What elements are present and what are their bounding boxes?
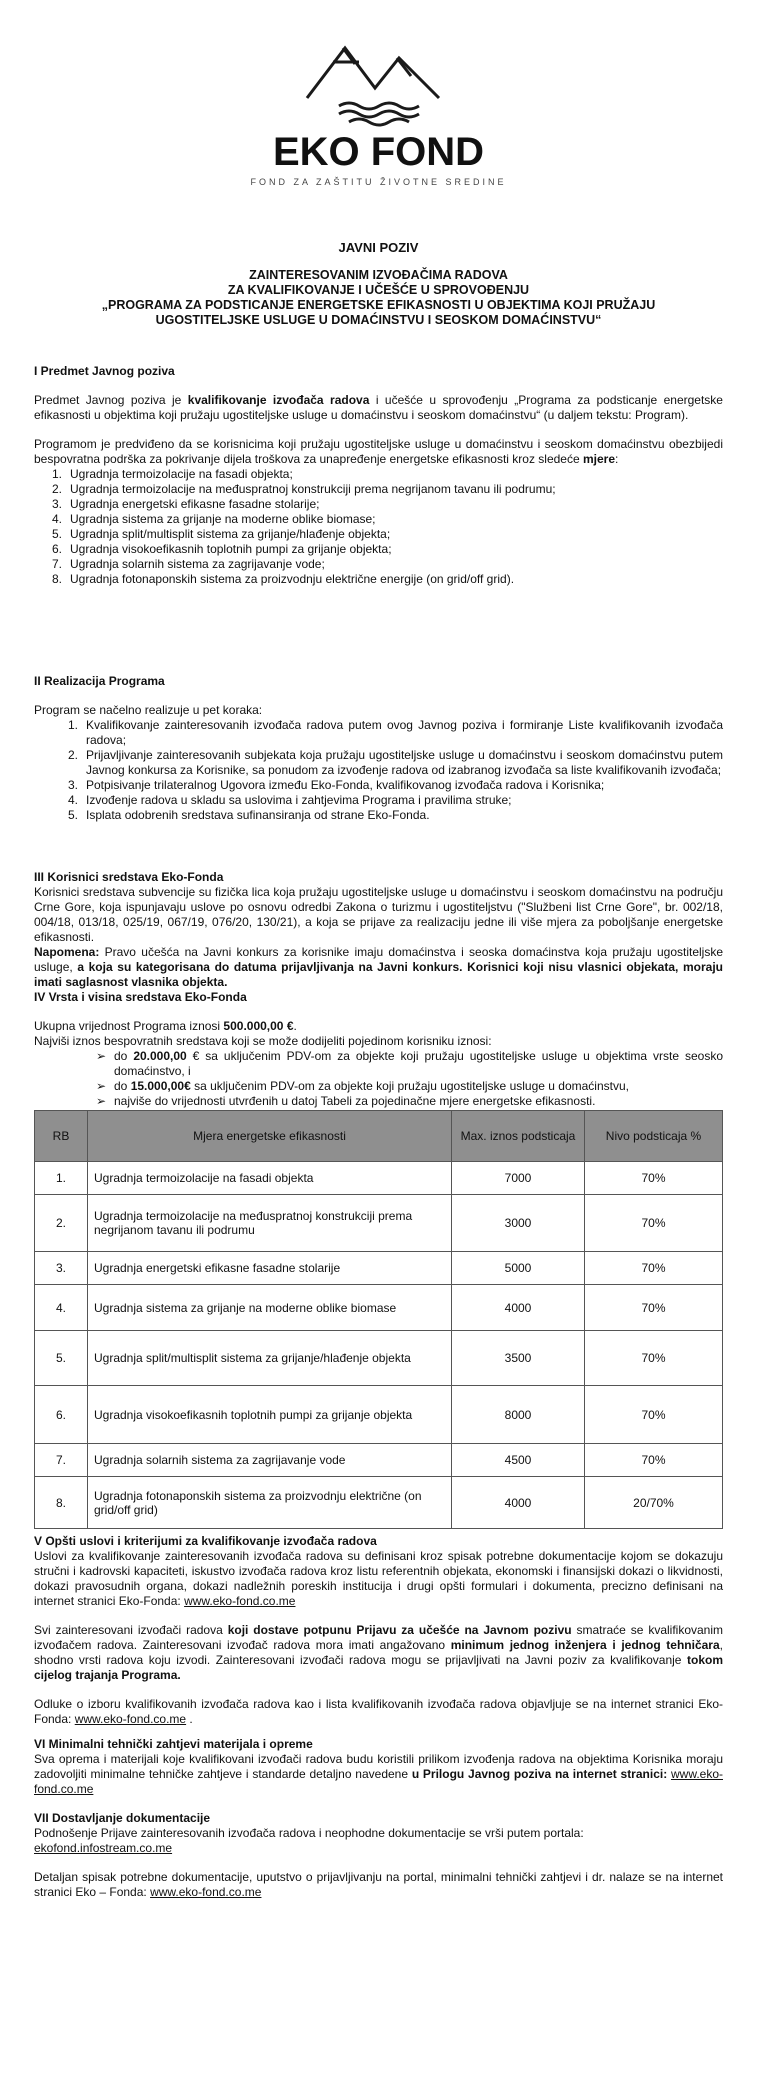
- cell-rb: 6.: [35, 1386, 88, 1444]
- title-line: UGOSTITELJSKE USLUGE U DOMAĆINSTVU I SEOSKOM DOMAĆINSTVU“: [155, 313, 602, 327]
- text: Svi zainteresovani izvođači radova: [34, 1623, 228, 1637]
- cell-mjera: Ugradnja solarnih sistema za zagrijavanje vode: [88, 1444, 452, 1477]
- list-text: [114, 1049, 723, 1079]
- list-number: 5.: [67, 808, 78, 822]
- list-item: [34, 572, 723, 587]
- list-number: 8.: [51, 572, 62, 586]
- text: € sa uključenim PDV-om za objekte koji pružaju ugostiteljske usluge u objektima vrste seosko domaćinstvo, i: [114, 1049, 724, 1078]
- list-text: Kvalifikovanje zainteresovanih izvođača radova putem ovog Javnog poziva i formiranje Liste kvalifikovanih izvođača radova;: [86, 718, 723, 747]
- list-text: Ugradnja termoizolacije na fasadi objekta;: [70, 467, 293, 481]
- cell-nivo: 70%: [585, 1252, 723, 1285]
- section-realizacija: [34, 674, 723, 823]
- steps-list: [34, 718, 723, 823]
- list-text: Ugradnja sistema za grijanje na moderne oblike biomase;: [70, 512, 376, 526]
- paragraph: [34, 1870, 723, 1900]
- list-text: Ugradnja termoizolacije na međuspratnoj konstrukciji prema negrijanom tavanu ili podrumu;: [70, 482, 556, 496]
- paragraph: [34, 1697, 723, 1727]
- cell-max: 8000: [452, 1386, 585, 1444]
- text: do: [114, 1049, 134, 1063]
- table-row: [35, 1252, 723, 1285]
- list-number: 6.: [51, 542, 62, 556]
- text: Odluke o izboru kvalifikovanih izvođača radova kao i lista kvalifikovanih izvođača radova objavljuje se na internet stranici Eko-Fonda:: [34, 1697, 723, 1726]
- table-row: [35, 1331, 723, 1386]
- text: , shodno vrsti radova koju izvodi. Zainteresovani izvođači radova mogu se prijavljivati na Javni poziv za kvalifikovanje: [34, 1638, 723, 1667]
- text: Detaljan spisak potrebne dokumentacije, uputstvo o prijavljivanju na portal, minimalni tehnički zahtjevi i dr. nalaze se na internet stranici Eko – Fonda:: [34, 1870, 723, 1899]
- brand-subtitle: FOND ZA ZAŠTITU ŽIVOTNE SREDINE: [250, 177, 507, 187]
- paragraph: [34, 1019, 723, 1034]
- paragraph: [34, 1752, 723, 1797]
- list-text: Izvođenje radova u skladu sa uslovima i zahtjevima Programa i pravilima struke;: [86, 793, 512, 807]
- note-label: Napomena:: [34, 945, 100, 959]
- cell-nivo: 70%: [585, 1444, 723, 1477]
- list-item: [34, 467, 723, 482]
- cell-max: 3500: [452, 1331, 585, 1386]
- section-heading: IV Vrsta i visina sredstava Eko-Fonda: [34, 990, 247, 1004]
- section-heading: II Realizacija Programa: [34, 674, 165, 688]
- table-row: [35, 1477, 723, 1529]
- cell-max: 3000: [452, 1195, 585, 1252]
- cell-mjera: Ugradnja termoizolacije na međuspratnoj konstrukciji prema negrijanom tavanu ili podrumu: [88, 1195, 452, 1252]
- section-predmet: [34, 364, 723, 587]
- text: Uslovi za kvalifikovanje zainteresovanih izvođača radova su definisani kroz spisak potrebne dokumentacije kojom se dokazuju stručni i kadrovski kapaciteti, iskustvo izvođača radova kroz listu referentnih objekata, ekonomski i finansijski dokazi o likvidnosti, dokazi pravosudnih organa, dokazi nadležnih poreskih institucija i drugi opšti formulari i dokumenta, precizno definisani na internet stranici Eko-Fonda:: [34, 1549, 723, 1608]
- text: smatraće se kvalifikovanim izvođačem radova. Zainteresovani izvođač radova mora imati angažovano: [34, 1623, 724, 1652]
- website-link[interactable]: www.eko-fond.co.me: [74, 1712, 187, 1726]
- text: najviše do vrijednosti utvrđenih u datoj Tabeli za pojedinačne mjere energetske efikasnosti.: [114, 1094, 596, 1108]
- cell-nivo: 70%: [585, 1195, 723, 1252]
- list-text: Prijavljivanje zainteresovanih subjekata koja pružaju ugostiteljske usluge u domaćinstvu i seoskom domaćinstvu putem Javnog konkursa za Korisnike, sa ponudom za izvođenje radova od izabranog izvođača sa liste kvalifikovanih izvođača;: [86, 748, 723, 777]
- program-total: 500.000,00 €: [223, 1019, 294, 1033]
- cell-max: 7000: [452, 1162, 585, 1195]
- text: Programom je predviđeno da se korisnicima koji pružaju ugostiteljske usluge u domaćinstvu i seoskom domaćinstvu obezbijedi bespovratna podrška za pokrivanje dijela troškova za unapređenje energetske efikasnosti kroz sledeće: [34, 437, 723, 466]
- text: Sva oprema i materijali koje kvalifikovani izvođači radova budu koristili prilikom izvođenja radova na objektima Korisnika moraju zadovoljiti minimalne tehničke zahtjeve i standarde detaljno navedene: [34, 1752, 723, 1781]
- paragraph: [34, 437, 723, 467]
- brand-name: EKO FOND: [272, 130, 485, 174]
- cell-rb: 4.: [35, 1285, 88, 1331]
- list-item: [34, 497, 723, 512]
- list-item: [34, 793, 723, 808]
- amount: 15.000,00€: [130, 1079, 191, 1093]
- list-item: [34, 542, 723, 557]
- paragraph: [34, 1549, 723, 1609]
- amount: 20.000,00: [133, 1049, 187, 1063]
- list-item: [34, 557, 723, 572]
- list-number: 1.: [67, 718, 78, 732]
- list-item: [34, 482, 723, 497]
- list-text: Ugradnja visokoefikasnih toplotnih pumpi za grijanje objekta;: [70, 542, 392, 556]
- list-text: Ugradnja energetski efikasne fasadne stolarije;: [70, 497, 320, 511]
- paragraph: [34, 1623, 723, 1683]
- eko-fond-logo: [0, 40, 757, 187]
- text: do: [114, 1079, 131, 1093]
- text: sa uključenim PDV-om za objekte koji pružaju ugostiteljske usluge u domaćinstvu,: [190, 1079, 629, 1093]
- list-text: [114, 1079, 629, 1094]
- website-link[interactable]: www.eko-fond.co.me: [184, 1594, 296, 1608]
- cell-mjera: Ugradnja termoizolacije na fasadi objekta: [88, 1162, 452, 1195]
- list-number: 4.: [51, 512, 62, 526]
- text: Pravo učešća na Javni konkurs za korisnike imaju domaćinstva i seoska domaćinstva koja pružaju ugostiteljske usluge,: [34, 945, 723, 974]
- text: .: [293, 1019, 297, 1033]
- cell-mjera: Ugradnja split/multisplit sistema za grijanje/hlađenje objekta: [88, 1331, 452, 1386]
- title-line: ZA KVALIFIKOVANJE I UČEŠĆE U SPROVOĐENJU: [227, 283, 530, 297]
- text-bold: u Prilogu Javnog poziva na internet stranici:: [411, 1767, 668, 1781]
- paragraph: Podnošenje Prijave zainteresovanih izvođača radova i neophodne dokumentacije se vrši putem portala:: [34, 1826, 584, 1840]
- cell-mjera: Ugradnja visokoefikasnih toplotnih pumpi za grijanje objekta: [88, 1386, 452, 1444]
- list-number: 1.: [51, 467, 62, 481]
- list-number: 7.: [51, 557, 62, 571]
- table-row: [35, 1444, 723, 1477]
- table-row: [35, 1386, 723, 1444]
- column-header-rb: RB: [35, 1111, 88, 1162]
- column-header-mjera: Mjera energetske efikasnosti: [88, 1111, 452, 1162]
- paragraph: Korisnici sredstava subvencije su fizička lica koja pružaju ugostiteljske usluge u domaćinstvu i seoskom domaćinstvu na području Crne Gore, koja ispunjavaju uslove po osnovu odredbi Zakona o turizmu i ugostiteljstvu ("Službeni list Crne Gore", br. 002/18, 004/18, 013/18, 025/19, 067/19, 076/20, 130/21), a koja se prijave za realizaciju jedne ili više mjera za poboljšanje energetske efikasnosti.: [34, 885, 723, 944]
- section-korisnici: [34, 870, 723, 1109]
- cell-rb: 3.: [35, 1252, 88, 1285]
- cell-rb: 2.: [35, 1195, 88, 1252]
- list-item: [34, 527, 723, 542]
- text: Predmet Javnog poziva je: [34, 393, 188, 407]
- list-number: 3.: [67, 778, 78, 792]
- list-item: [34, 748, 723, 778]
- list-number: 2.: [51, 482, 62, 496]
- cell-mjera: Ugradnja fotonaponskih sistema za proizvodnju električne (on grid/off grid): [88, 1477, 452, 1529]
- section-heading: III Korisnici sredstava Eko-Fonda: [34, 870, 224, 884]
- arrow-bullet-icon: ➢: [95, 1094, 106, 1108]
- list-text: Ugradnja fotonaponskih sistema za proizvodnju električne energije (on grid/off grid).: [70, 572, 515, 586]
- paragraph: Program se načelno realizuje u pet koraka:: [34, 703, 263, 717]
- cell-max: 4500: [452, 1444, 585, 1477]
- cell-rb: 8.: [35, 1477, 88, 1529]
- list-number: 3.: [51, 497, 62, 511]
- list-item: [34, 718, 723, 748]
- list-text: Potpisivanje trilateralnog Ugovora između Eko-Fonda, kvalifikovanog izvođača radova i Korisnika;: [86, 778, 605, 792]
- column-header-max: Max. iznos podsticaja: [452, 1111, 585, 1162]
- section-heading: V Opšti uslovi i kriterijumi za kvalifikovanje izvođača radova: [34, 1534, 377, 1548]
- title-line: ZAINTERESOVANIM IZVOĐAČIMA RADOVA: [249, 268, 508, 282]
- text: Ukupna vrijednost Programa iznosi: [34, 1019, 224, 1033]
- website-link[interactable]: www.eko-fond.co.me: [150, 1885, 262, 1899]
- arrow-bullet-icon: ➢: [95, 1049, 106, 1063]
- table-row: [35, 1162, 723, 1195]
- note: [34, 945, 723, 990]
- text-bold: mjere: [583, 452, 616, 466]
- section-heading: VI Minimalni tehnički zahtjevi materijala i opreme: [34, 1737, 313, 1751]
- document-title: [0, 268, 757, 328]
- cell-mjera: Ugradnja sistema za grijanje na moderne oblike biomase: [88, 1285, 452, 1331]
- table-row: [35, 1285, 723, 1331]
- document-type: JAVNI POZIV: [338, 240, 419, 255]
- cell-rb: 5.: [35, 1331, 88, 1386]
- list-number: 2.: [67, 748, 78, 762]
- table-header-row: [35, 1111, 723, 1162]
- cell-mjera: Ugradnja energetski efikasne fasadne stolarije: [88, 1252, 452, 1285]
- list-text: Ugradnja solarnih sistema za zagrijavanje vode;: [70, 557, 325, 571]
- list-item: [34, 512, 723, 527]
- paragraph: Najviši iznos bespovratnih sredstava koji se može dodijeliti pojedinom korisniku iznosi:: [34, 1034, 492, 1048]
- list-item: [34, 1079, 723, 1094]
- text-bold: kvalifikovanje izvođača radova: [187, 393, 370, 407]
- section-uslovi: [34, 1534, 723, 1900]
- website-link[interactable]: www.eko-fond.co.me: [34, 1767, 723, 1796]
- arrow-bullet-icon: ➢: [95, 1079, 106, 1093]
- cell-nivo: 70%: [585, 1285, 723, 1331]
- amounts-list: [34, 1049, 723, 1109]
- list-item: [34, 1049, 723, 1079]
- text: .: [186, 1712, 193, 1726]
- cell-max: 5000: [452, 1252, 585, 1285]
- list-text: Ugradnja split/multisplit sistema za grijanje/hlađenje objekta;: [70, 527, 391, 541]
- cell-nivo: 20/70%: [585, 1477, 723, 1529]
- cell-nivo: 70%: [585, 1331, 723, 1386]
- list-item: [34, 808, 723, 823]
- text: :: [615, 452, 619, 466]
- title-line: „PROGRAMA ZA PODSTICANJE ENERGETSKE EFIKASNOSTI U OBJEKTIMA KOJI PRUŽAJU: [101, 298, 656, 312]
- measures-list: [34, 467, 723, 587]
- column-header-nivo: Nivo podsticaja %: [585, 1111, 723, 1162]
- text: i učešće u sprovođenju „Programa za podsticanje energetske efikasnosti u objektima koji pružaju ugostiteljske usluge u domaćinstvu i seoskom domaćinstvu“ (u daljem tekstu: Program).: [34, 393, 723, 422]
- cell-nivo: 70%: [585, 1162, 723, 1195]
- portal-link[interactable]: ekofond.infostream.co.me: [34, 1841, 173, 1855]
- cell-nivo: 70%: [585, 1386, 723, 1444]
- cell-max: 4000: [452, 1477, 585, 1529]
- list-number: 4.: [67, 793, 78, 807]
- list-item: [34, 1094, 723, 1109]
- measures-table: [34, 1110, 723, 1529]
- mountains-waves-icon: [299, 40, 459, 128]
- text-bold: minimum jednog inženjera i jednog tehničara: [450, 1638, 720, 1652]
- list-text: Isplata odobrenih sredstava sufinansiranja od strane Eko-Fonda.: [86, 808, 430, 822]
- section-heading: VII Dostavljanje dokumentacije: [34, 1811, 211, 1825]
- list-text: [114, 1094, 595, 1109]
- cell-max: 4000: [452, 1285, 585, 1331]
- cell-rb: 1.: [35, 1162, 88, 1195]
- list-number: 5.: [51, 527, 62, 541]
- text-bold: koji dostave potpunu Prijavu za učešće na Javnom pozivu: [227, 1623, 572, 1637]
- text-bold: a koja su kategorisana do datuma prijavljivanja na Javni konkurs. Korisnici koji nisu vlasnici objekata, moraju imati saglasnost vlasnika objekta.: [34, 960, 723, 989]
- cell-rb: 7.: [35, 1444, 88, 1477]
- text-bold: tokom cijelog trajanja Programa.: [34, 1653, 723, 1682]
- list-item: [34, 778, 723, 793]
- section-heading: I Predmet Javnog poziva: [34, 364, 175, 378]
- paragraph: [34, 393, 723, 423]
- table-row: [35, 1195, 723, 1252]
